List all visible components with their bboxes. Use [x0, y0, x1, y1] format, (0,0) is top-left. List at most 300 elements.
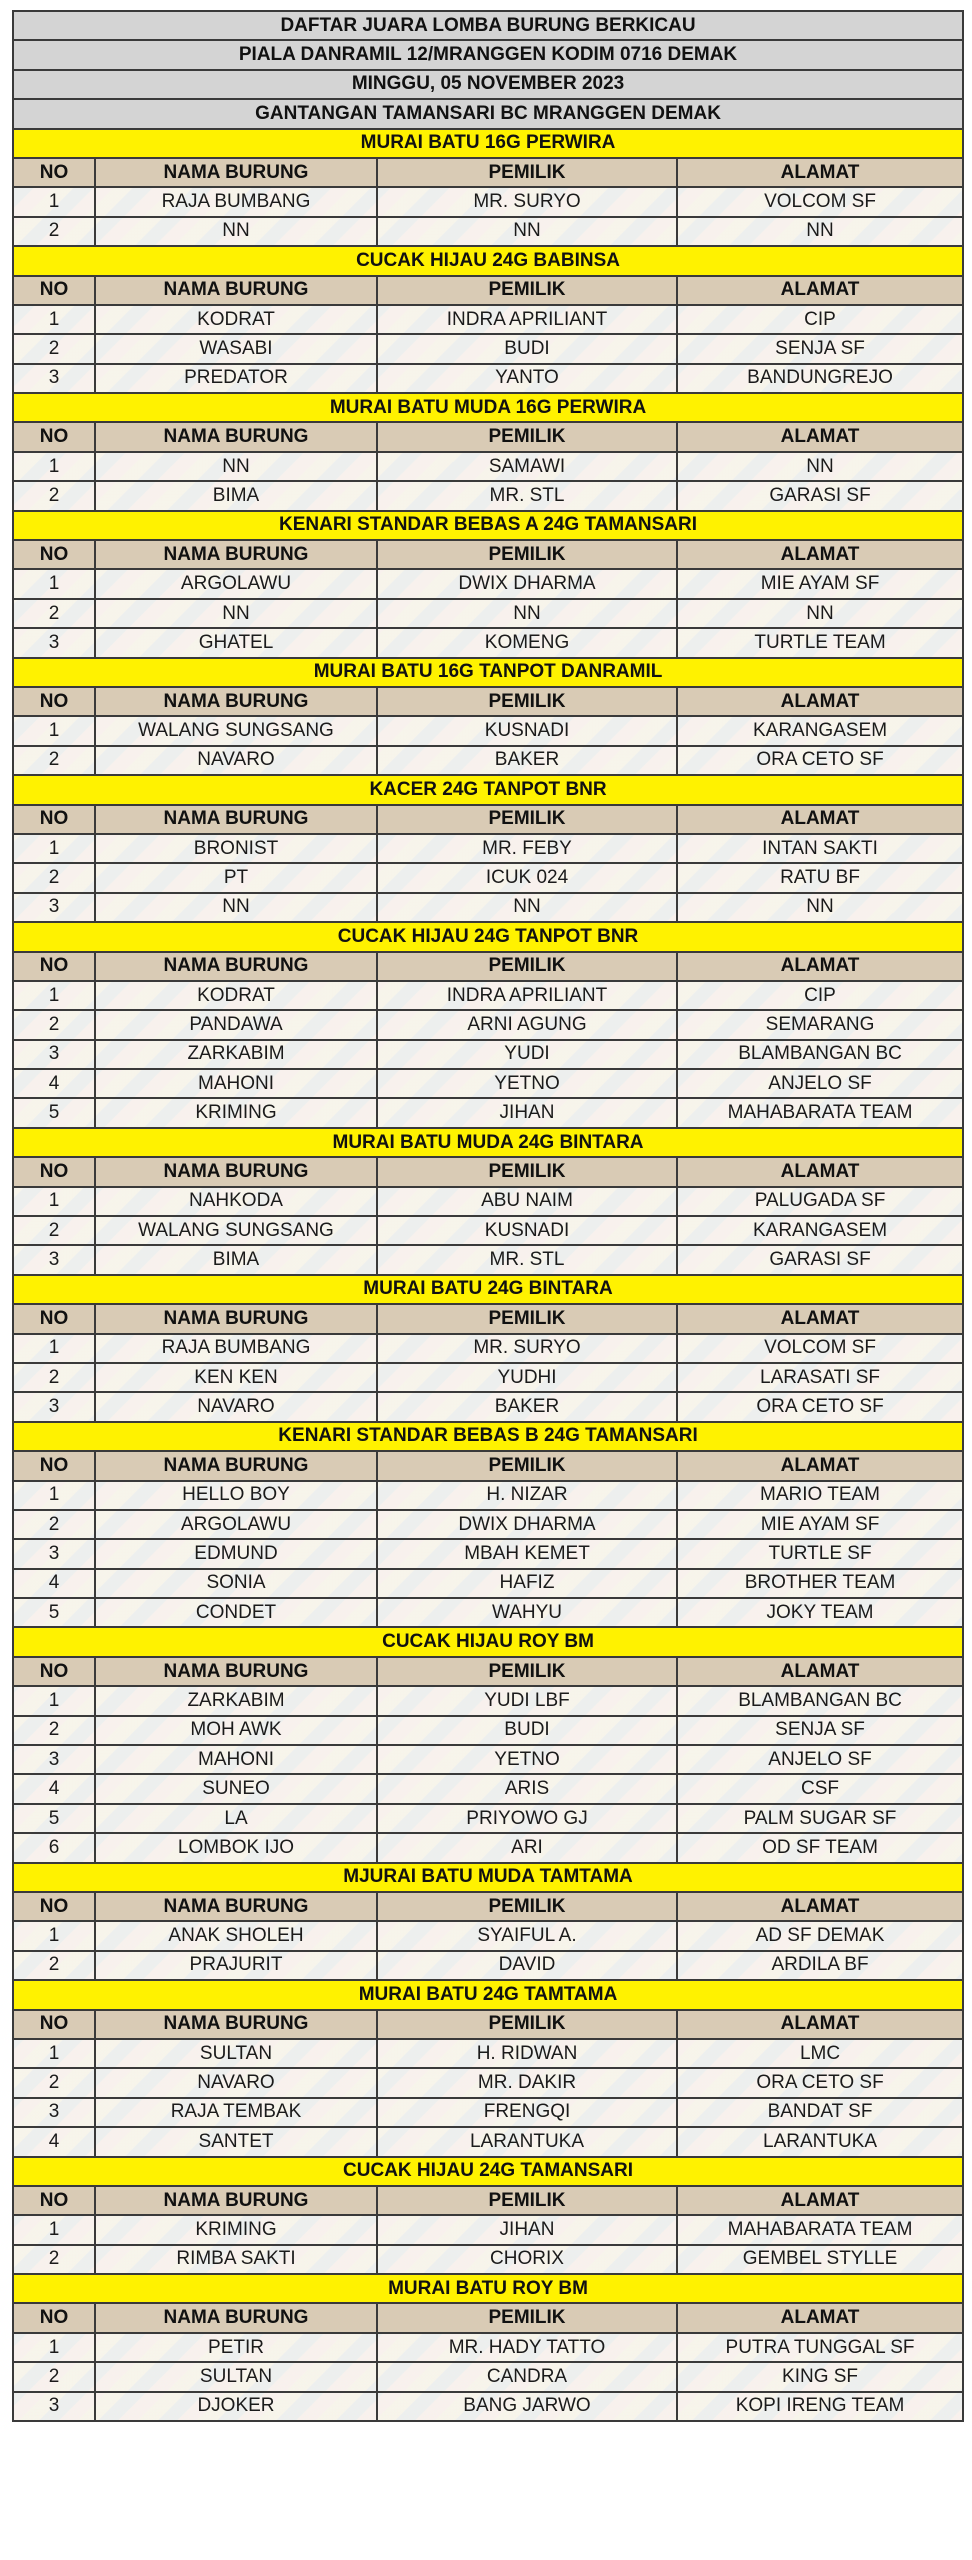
col-alamat-header: ALAMAT	[677, 422, 963, 451]
table-row	[13, 2068, 963, 2097]
col-alamat-header: ALAMAT	[677, 2303, 963, 2332]
address-cell: GEMBEL STYLLE	[677, 2245, 963, 2274]
col-no-header: NO	[13, 952, 95, 981]
owner-cell: NN	[377, 893, 677, 922]
owner-cell: DWIX DHARMA	[377, 569, 677, 598]
table-row	[13, 1745, 963, 1774]
category-row	[13, 1863, 963, 1892]
category-title: MURAI BATU MUDA 16G PERWIRA	[13, 393, 963, 422]
address-cell: VOLCOM SF	[677, 187, 963, 216]
rank-cell: 2	[13, 1216, 95, 1245]
rank-cell: 1	[13, 716, 95, 745]
col-alamat-header: ALAMAT	[677, 1451, 963, 1480]
rank-cell: 3	[13, 1539, 95, 1568]
owner-cell: BUDI	[377, 1716, 677, 1745]
bird-name-cell: WALANG SUNGSANG	[95, 716, 377, 745]
address-cell: MAHABARATA TEAM	[677, 2215, 963, 2244]
bird-name-cell: PREDATOR	[95, 364, 377, 393]
address-cell: ANJELO SF	[677, 1069, 963, 1098]
owner-cell: ARIS	[377, 1774, 677, 1803]
table-row	[13, 1334, 963, 1363]
col-no-header: NO	[13, 1304, 95, 1333]
bird-name-cell: EDMUND	[95, 1539, 377, 1568]
bird-name-cell: WASABI	[95, 334, 377, 363]
category-title: KENARI STANDAR BEBAS A 24G TAMANSARI	[13, 511, 963, 540]
rank-cell: 3	[13, 893, 95, 922]
table-row	[13, 569, 963, 598]
owner-cell: MR. STL	[377, 481, 677, 510]
owner-cell: WAHYU	[377, 1598, 677, 1627]
col-nama-burung-header: NAMA BURUNG	[95, 1892, 377, 1921]
table-row	[13, 1598, 963, 1627]
category-row	[13, 393, 963, 422]
address-cell: ORA CETO SF	[677, 1392, 963, 1421]
table-row	[13, 1539, 963, 1568]
address-cell: PALM SUGAR SF	[677, 1804, 963, 1833]
owner-cell: ARI	[377, 1833, 677, 1862]
address-cell: BLAMBANGAN BC	[677, 1686, 963, 1715]
bird-name-cell: ARGOLAWU	[95, 569, 377, 598]
category-row	[13, 2274, 963, 2303]
col-alamat-header: ALAMAT	[677, 1892, 963, 1921]
header-row	[13, 70, 963, 99]
rank-cell: 3	[13, 2392, 95, 2421]
address-cell: SEMARANG	[677, 1010, 963, 1039]
address-cell: AD SF DEMAK	[677, 1921, 963, 1950]
rank-cell: 2	[13, 1716, 95, 1745]
address-cell: BLAMBANGAN BC	[677, 1040, 963, 1069]
address-cell: INTAN SAKTI	[677, 834, 963, 863]
table-row	[13, 1833, 963, 1862]
col-alamat-header: ALAMAT	[677, 2186, 963, 2215]
bird-name-cell: ANAK SHOLEH	[95, 1921, 377, 1950]
table-row	[13, 746, 963, 775]
table-row	[13, 1069, 963, 1098]
bird-name-cell: KRIMING	[95, 1098, 377, 1127]
rank-cell: 1	[13, 569, 95, 598]
bird-name-cell: MOH AWK	[95, 1716, 377, 1745]
col-pemilik-header: PEMILIK	[377, 952, 677, 981]
rank-cell: 2	[13, 2245, 95, 2274]
address-cell: TURTLE SF	[677, 1539, 963, 1568]
col-no-header: NO	[13, 276, 95, 305]
bird-name-cell: NN	[95, 893, 377, 922]
table-row	[13, 2333, 963, 2362]
column-header-row	[13, 1892, 963, 1921]
col-nama-burung-header: NAMA BURUNG	[95, 2010, 377, 2039]
column-header-row	[13, 1451, 963, 1480]
col-pemilik-header: PEMILIK	[377, 2010, 677, 2039]
table-row	[13, 1392, 963, 1421]
col-nama-burung-header: NAMA BURUNG	[95, 1451, 377, 1480]
rank-cell: 3	[13, 1245, 95, 1274]
header-row	[13, 11, 963, 40]
column-header-row	[13, 158, 963, 187]
table-row	[13, 1481, 963, 1510]
column-header-row	[13, 2010, 963, 2039]
rank-cell: 3	[13, 2098, 95, 2127]
owner-cell: HAFIZ	[377, 1569, 677, 1598]
winners-table	[12, 10, 964, 2422]
bird-name-cell: PETIR	[95, 2333, 377, 2362]
address-cell: SENJA SF	[677, 334, 963, 363]
rank-cell: 3	[13, 364, 95, 393]
col-no-header: NO	[13, 422, 95, 451]
address-cell: LMC	[677, 2039, 963, 2068]
category-title: KACER 24G TANPOT BNR	[13, 775, 963, 804]
owner-cell: MR. DAKIR	[377, 2068, 677, 2097]
bird-name-cell: SUNEO	[95, 1774, 377, 1803]
bird-name-cell: WALANG SUNGSANG	[95, 1216, 377, 1245]
category-title: MJURAI BATU MUDA TAMTAMA	[13, 1863, 963, 1892]
winners-table-body	[13, 11, 963, 2421]
table-row	[13, 1951, 963, 1980]
table-row	[13, 863, 963, 892]
owner-cell: YETNO	[377, 1069, 677, 1098]
col-no-header: NO	[13, 1657, 95, 1686]
owner-cell: H. NIZAR	[377, 1481, 677, 1510]
bird-name-cell: MAHONI	[95, 1069, 377, 1098]
bird-name-cell: ZARKABIM	[95, 1686, 377, 1715]
rank-cell: 2	[13, 217, 95, 246]
address-cell: BANDUNGREJO	[677, 364, 963, 393]
col-nama-burung-header: NAMA BURUNG	[95, 276, 377, 305]
category-row	[13, 1980, 963, 2009]
rank-cell: 4	[13, 1569, 95, 1598]
bird-name-cell: CONDET	[95, 1598, 377, 1627]
col-nama-burung-header: NAMA BURUNG	[95, 2186, 377, 2215]
category-title: MURAI BATU 16G TANPOT DANRAMIL	[13, 658, 963, 687]
bird-name-cell: DJOKER	[95, 2392, 377, 2421]
table-row	[13, 1510, 963, 1539]
owner-cell: SYAIFUL A.	[377, 1921, 677, 1950]
bird-name-cell: SANTET	[95, 2127, 377, 2156]
col-alamat-header: ALAMAT	[677, 805, 963, 834]
col-no-header: NO	[13, 2303, 95, 2332]
table-row	[13, 364, 963, 393]
table-row	[13, 2362, 963, 2391]
col-pemilik-header: PEMILIK	[377, 687, 677, 716]
rank-cell: 3	[13, 1745, 95, 1774]
rank-cell: 3	[13, 1040, 95, 1069]
address-cell: PUTRA TUNGGAL SF	[677, 2333, 963, 2362]
owner-cell: MR. FEBY	[377, 834, 677, 863]
column-header-row	[13, 805, 963, 834]
column-header-row	[13, 540, 963, 569]
category-title: CUCAK HIJAU 24G BABINSA	[13, 246, 963, 275]
rank-cell: 2	[13, 481, 95, 510]
category-title: KENARI STANDAR BEBAS B 24G TAMANSARI	[13, 1422, 963, 1451]
owner-cell: MR. STL	[377, 1245, 677, 1274]
owner-cell: JIHAN	[377, 2215, 677, 2244]
owner-cell: MR. SURYO	[377, 1334, 677, 1363]
rank-cell: 3	[13, 1392, 95, 1421]
address-cell: KOPI IRENG TEAM	[677, 2392, 963, 2421]
address-cell: NN	[677, 452, 963, 481]
header-row	[13, 99, 963, 128]
owner-cell: YETNO	[377, 1745, 677, 1774]
rank-cell: 1	[13, 2039, 95, 2068]
bird-name-cell: BIMA	[95, 481, 377, 510]
rank-cell: 4	[13, 1069, 95, 1098]
col-pemilik-header: PEMILIK	[377, 2186, 677, 2215]
bird-name-cell: SONIA	[95, 1569, 377, 1598]
rank-cell: 1	[13, 1686, 95, 1715]
bird-name-cell: HELLO BOY	[95, 1481, 377, 1510]
owner-cell: INDRA APRILIANT	[377, 305, 677, 334]
category-row	[13, 246, 963, 275]
category-title: MURAI BATU 24G TAMTAMA	[13, 1980, 963, 2009]
category-title: MURAI BATU ROY BM	[13, 2274, 963, 2303]
col-nama-burung-header: NAMA BURUNG	[95, 158, 377, 187]
col-pemilik-header: PEMILIK	[377, 805, 677, 834]
table-row	[13, 217, 963, 246]
owner-cell: YUDI LBF	[377, 1686, 677, 1715]
col-no-header: NO	[13, 158, 95, 187]
address-cell: ARDILA BF	[677, 1951, 963, 1980]
address-cell: OD SF TEAM	[677, 1833, 963, 1862]
col-alamat-header: ALAMAT	[677, 687, 963, 716]
category-row	[13, 2157, 963, 2186]
rank-cell: 2	[13, 1010, 95, 1039]
table-row	[13, 1216, 963, 1245]
table-row	[13, 2127, 963, 2156]
col-alamat-header: ALAMAT	[677, 1304, 963, 1333]
address-cell: CSF	[677, 1774, 963, 1803]
owner-cell: FRENGQI	[377, 2098, 677, 2127]
bird-name-cell: PRAJURIT	[95, 1951, 377, 1980]
category-title: CUCAK HIJAU 24G TANPOT BNR	[13, 922, 963, 951]
col-nama-burung-header: NAMA BURUNG	[95, 805, 377, 834]
col-no-header: NO	[13, 2010, 95, 2039]
bird-name-cell: LOMBOK IJO	[95, 1833, 377, 1862]
owner-cell: MR. SURYO	[377, 187, 677, 216]
bird-name-cell: LA	[95, 1804, 377, 1833]
bird-name-cell: RAJA BUMBANG	[95, 1334, 377, 1363]
col-alamat-header: ALAMAT	[677, 2010, 963, 2039]
column-header-row	[13, 276, 963, 305]
owner-cell: INDRA APRILIANT	[377, 981, 677, 1010]
column-header-row	[13, 952, 963, 981]
category-row	[13, 1627, 963, 1656]
rank-cell: 1	[13, 981, 95, 1010]
rank-cell: 2	[13, 599, 95, 628]
address-cell: ORA CETO SF	[677, 746, 963, 775]
rank-cell: 2	[13, 334, 95, 363]
bird-name-cell: KRIMING	[95, 2215, 377, 2244]
bird-name-cell: NAVARO	[95, 2068, 377, 2097]
col-pemilik-header: PEMILIK	[377, 540, 677, 569]
rank-cell: 1	[13, 1187, 95, 1216]
table-row	[13, 1098, 963, 1127]
column-header-row	[13, 422, 963, 451]
col-pemilik-header: PEMILIK	[377, 158, 677, 187]
table-row	[13, 981, 963, 1010]
address-cell: MAHABARATA TEAM	[677, 1098, 963, 1127]
address-cell: LARANTUKA	[677, 2127, 963, 2156]
rank-cell: 2	[13, 1363, 95, 1392]
col-pemilik-header: PEMILIK	[377, 1157, 677, 1186]
col-pemilik-header: PEMILIK	[377, 2303, 677, 2332]
col-nama-burung-header: NAMA BURUNG	[95, 952, 377, 981]
rank-cell: 5	[13, 1804, 95, 1833]
col-nama-burung-header: NAMA BURUNG	[95, 1157, 377, 1186]
rank-cell: 2	[13, 1951, 95, 1980]
table-row	[13, 2392, 963, 2421]
address-cell: NN	[677, 217, 963, 246]
address-cell: KARANGASEM	[677, 716, 963, 745]
rank-cell: 4	[13, 2127, 95, 2156]
owner-cell: LARANTUKA	[377, 2127, 677, 2156]
table-row	[13, 2215, 963, 2244]
address-cell: NN	[677, 599, 963, 628]
address-cell: KARANGASEM	[677, 1216, 963, 1245]
rank-cell: 6	[13, 1833, 95, 1862]
category-row	[13, 1275, 963, 1304]
owner-cell: NN	[377, 217, 677, 246]
category-title: CUCAK HIJAU ROY BM	[13, 1627, 963, 1656]
rank-cell: 1	[13, 834, 95, 863]
owner-cell: MBAH KEMET	[377, 1539, 677, 1568]
rank-cell: 1	[13, 1334, 95, 1363]
owner-cell: ABU NAIM	[377, 1187, 677, 1216]
bird-name-cell: NN	[95, 452, 377, 481]
header-line-3: MINGGU, 05 NOVEMBER 2023	[13, 70, 963, 99]
rank-cell: 4	[13, 1774, 95, 1803]
col-nama-burung-header: NAMA BURUNG	[95, 1304, 377, 1333]
col-pemilik-header: PEMILIK	[377, 1451, 677, 1480]
table-row	[13, 1774, 963, 1803]
category-title: CUCAK HIJAU 24G TAMANSARI	[13, 2157, 963, 2186]
rank-cell: 1	[13, 2333, 95, 2362]
col-alamat-header: ALAMAT	[677, 1157, 963, 1186]
column-header-row	[13, 2186, 963, 2215]
col-nama-burung-header: NAMA BURUNG	[95, 540, 377, 569]
table-row	[13, 305, 963, 334]
bird-name-cell: NN	[95, 217, 377, 246]
category-row	[13, 922, 963, 951]
bird-name-cell: SULTAN	[95, 2362, 377, 2391]
address-cell: GARASI SF	[677, 1245, 963, 1274]
owner-cell: YUDHI	[377, 1363, 677, 1392]
rank-cell: 2	[13, 2362, 95, 2391]
column-header-row	[13, 1157, 963, 1186]
table-row	[13, 893, 963, 922]
bird-name-cell: KEN KEN	[95, 1363, 377, 1392]
col-pemilik-header: PEMILIK	[377, 422, 677, 451]
address-cell: GARASI SF	[677, 481, 963, 510]
bird-name-cell: ARGOLAWU	[95, 1510, 377, 1539]
rank-cell: 1	[13, 2215, 95, 2244]
owner-cell: CANDRA	[377, 2362, 677, 2391]
col-no-header: NO	[13, 540, 95, 569]
table-row	[13, 187, 963, 216]
table-row	[13, 1187, 963, 1216]
table-row	[13, 1716, 963, 1745]
table-row	[13, 716, 963, 745]
category-row	[13, 658, 963, 687]
table-row	[13, 628, 963, 657]
col-nama-burung-header: NAMA BURUNG	[95, 687, 377, 716]
bird-name-cell: PT	[95, 863, 377, 892]
col-no-header: NO	[13, 1892, 95, 1921]
category-row	[13, 1128, 963, 1157]
column-header-row	[13, 2303, 963, 2332]
bird-name-cell: GHATEL	[95, 628, 377, 657]
bird-name-cell: ZARKABIM	[95, 1040, 377, 1069]
bird-name-cell: NAHKODA	[95, 1187, 377, 1216]
rank-cell: 3	[13, 628, 95, 657]
rank-cell: 2	[13, 1510, 95, 1539]
bird-name-cell: MAHONI	[95, 1745, 377, 1774]
col-no-header: NO	[13, 1451, 95, 1480]
address-cell: SENJA SF	[677, 1716, 963, 1745]
owner-cell: SAMAWI	[377, 452, 677, 481]
col-nama-burung-header: NAMA BURUNG	[95, 1657, 377, 1686]
category-row	[13, 775, 963, 804]
address-cell: LARASATI SF	[677, 1363, 963, 1392]
table-row	[13, 481, 963, 510]
rank-cell: 2	[13, 2068, 95, 2097]
col-nama-burung-header: NAMA BURUNG	[95, 422, 377, 451]
column-header-row	[13, 687, 963, 716]
header-line-4: GANTANGAN TAMANSARI BC MRANGGEN DEMAK	[13, 99, 963, 128]
owner-cell: YANTO	[377, 364, 677, 393]
owner-cell: NN	[377, 599, 677, 628]
col-alamat-header: ALAMAT	[677, 540, 963, 569]
table-row	[13, 599, 963, 628]
col-alamat-header: ALAMAT	[677, 952, 963, 981]
table-row	[13, 1804, 963, 1833]
bird-name-cell: NN	[95, 599, 377, 628]
owner-cell: YUDI	[377, 1040, 677, 1069]
bird-name-cell: BRONIST	[95, 834, 377, 863]
owner-cell: BAKER	[377, 1392, 677, 1421]
table-row	[13, 2245, 963, 2274]
rank-cell: 1	[13, 187, 95, 216]
table-row	[13, 1363, 963, 1392]
col-alamat-header: ALAMAT	[677, 158, 963, 187]
rank-cell: 1	[13, 452, 95, 481]
address-cell: TURTLE TEAM	[677, 628, 963, 657]
category-title: MURAI BATU 16G PERWIRA	[13, 129, 963, 158]
col-pemilik-header: PEMILIK	[377, 276, 677, 305]
owner-cell: ICUK 024	[377, 863, 677, 892]
column-header-row	[13, 1304, 963, 1333]
bird-name-cell: NAVARO	[95, 746, 377, 775]
table-row	[13, 1245, 963, 1274]
owner-cell: KUSNADI	[377, 716, 677, 745]
address-cell: JOKY TEAM	[677, 1598, 963, 1627]
owner-cell: JIHAN	[377, 1098, 677, 1127]
column-header-row	[13, 1657, 963, 1686]
address-cell: CIP	[677, 305, 963, 334]
owner-cell: CHORIX	[377, 2245, 677, 2274]
bird-name-cell: KODRAT	[95, 981, 377, 1010]
address-cell: BROTHER TEAM	[677, 1569, 963, 1598]
rank-cell: 5	[13, 1098, 95, 1127]
owner-cell: ARNI AGUNG	[377, 1010, 677, 1039]
address-cell: ANJELO SF	[677, 1745, 963, 1774]
owner-cell: BANG JARWO	[377, 2392, 677, 2421]
table-row	[13, 2098, 963, 2127]
owner-cell: BAKER	[377, 746, 677, 775]
table-row	[13, 2039, 963, 2068]
address-cell: VOLCOM SF	[677, 1334, 963, 1363]
address-cell: NN	[677, 893, 963, 922]
address-cell: MIE AYAM SF	[677, 569, 963, 598]
category-row	[13, 1422, 963, 1451]
